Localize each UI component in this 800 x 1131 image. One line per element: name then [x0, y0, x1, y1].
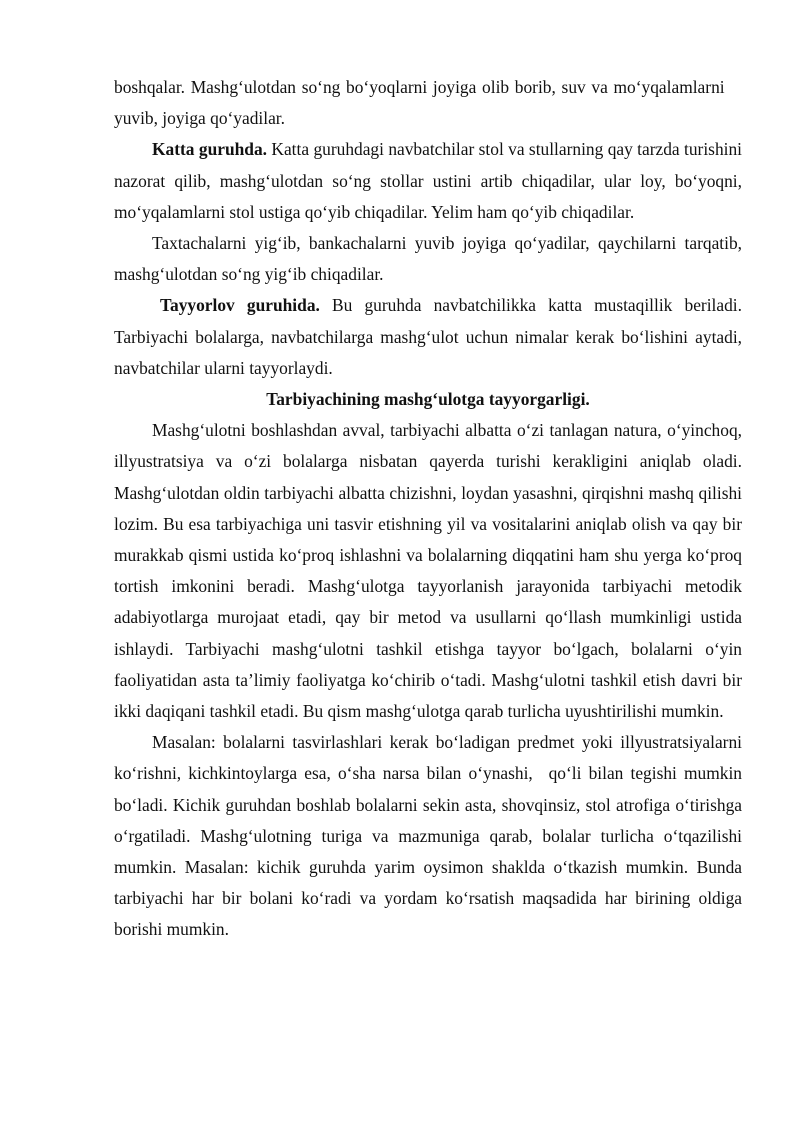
- paragraph-mashgulotni-boshlash: Mashg‘ulotni boshlashdan avval, tarbiyachi albatta o‘zi tanlagan natura, o‘yinchoq, illyustratsiya va o‘zi bolalarga nisbatan qayerda turishi kerakligini aniqlab oladi. Mashg‘ulotdan oldin tarbiyachi albatta chizishni, loydan yasashni, qirqishni mashq qilishi lozim. Bu esa tarbiyachiga uni tasvir etishning yil va vositalarini aniqlab olish va qay bir murakkab qismi ustida ko‘proq ishlashni va bolalarning diqqatini ham shu yerga ko‘proq tortish imkonini beradi. Mashg‘ulotga tayyorlanish jarayonida tarbiyachi metodik adabiyotlarga murojaat etadi, qay bir metod va usullarni qo‘llash mumkinligi ustida ishlaydi. Tarbiyachi mashg‘ulotni tashkil etishga tayyor bo‘lgach, bolalarni o‘yin faoliyatidan asta ta’limiy faoliyatga ko‘chirib o‘tadi. Mashg‘ulotni tashkil etish davri bir ikki daqiqani tashkil etadi. Bu qism mashg‘ulotga qarab turlicha uyushtirilishi mumkin.: [114, 420, 742, 722]
- paragraph-body: Bu guruhda navbatchilikka katta mustaqillik beriladi. Tarbiyachi bolalarga, navbatchilarga mashg‘ulot uchun nimalar kerak bo‘lishini aytadi, navbatchilar ularni tayyorlaydi.: [114, 295, 742, 378]
- section-heading: Tarbiyachining mashg‘ulotga tayyorgarligi.: [266, 389, 590, 410]
- paragraph-taxtachalarni: Taxtachalarni yig‘ib, bankachalarni yuvib joyiga qo‘yadilar, qaychilarni tarqatib, mashg‘ulotdan so‘ng yig‘ib chiqadilar.: [114, 233, 742, 285]
- paragraph-body: Katta guruhdagi navbatchilar stol va stullarning qay tarzda turishini nazorat qilib, mashg‘ulotdan so‘ng stollar ustini artib chiqadilar, ular loy, bo‘yoqni, mo‘yqalamlarni stol ustiga qo‘yib chiqadilar. Yelim ham qo‘yib chiqadilar.: [114, 139, 742, 222]
- paragraph-katta-guruhda: [114, 134, 742, 228]
- paragraph-lead-katta-guruhda: Katta guruhda.: [152, 139, 268, 160]
- paragraph-lead-tayyorlov-guruhida: Tayyorlov guruhida.: [160, 295, 320, 316]
- paragraph-continuation: boshqalar. Mashg‘ulotdan so‘ng bo‘yoqlarni joyiga olib borib, suv va mo‘yqalamlarni yuvib, joyiga qo‘yadilar.: [114, 77, 742, 129]
- paragraph-tayyorlov-guruhida: [114, 290, 742, 384]
- paragraph-masalan: Masalan: bolalarni tasvirlashlari kerak bo‘ladigan predmet yoki illyustratsiyalarni ko‘rishni, kichkintoylarga esa, o‘sha narsa bilan o‘ynashi, qo‘li bilan tegishi mumkin bo‘ladi. Kichik guruhdan boshlab bolalarni sekin asta, shovqinsiz, stol atrofiga o‘tirishga o‘rgatiladi. Mashg‘ulotning turiga va mazmuniga qarab, bolalar turlicha o‘tqazilishi mumkin. Masalan: kichik guruhda yarim oysimon shaklda o‘tkazish mumkin. Bunda tarbiyachi har bir bolani ko‘radi va yordam ko‘rsatish maqsadida har birining oldiga borishi mumkin.: [114, 732, 742, 940]
- body-text: [114, 72, 742, 946]
